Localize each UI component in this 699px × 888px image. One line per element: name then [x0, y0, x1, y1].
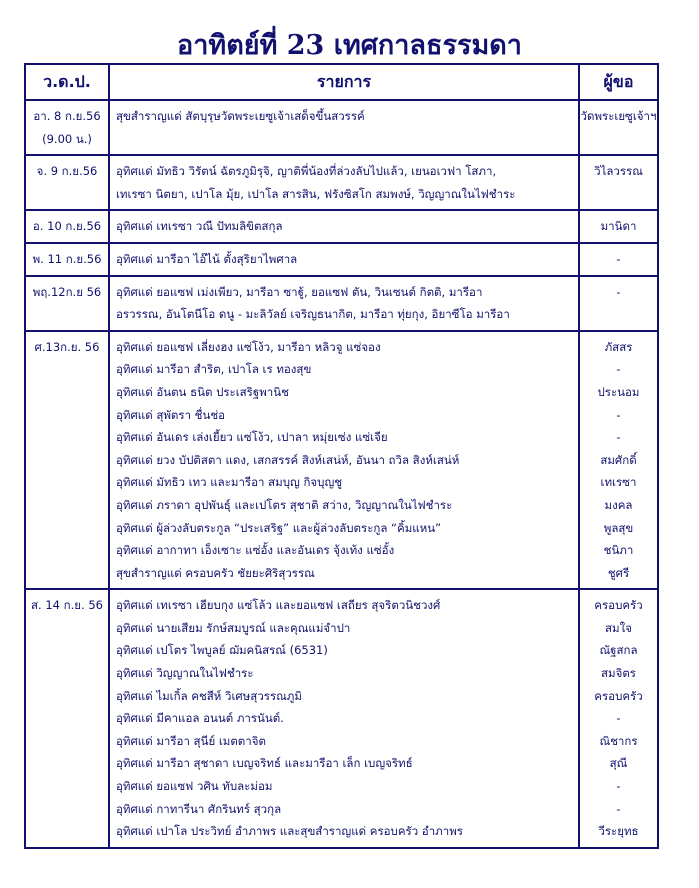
requester-line: สมจิตร	[601, 666, 636, 681]
date-line: อ. 10 ก.ย.56	[32, 219, 102, 234]
item-line: อุทิศแด่ ยวง บัปติสตา แดง, เสกสรรค์ สิงห์เสน่ห์, อันนา ถวิล สิงห์เสน่ห์	[116, 452, 460, 467]
item-line: อุทิศแด่ มารีอา สำริต, เปาโล เร ทองสุข	[116, 362, 312, 377]
items-cell	[109, 210, 579, 243]
table-row	[25, 331, 658, 590]
requester-line: -	[616, 251, 621, 266]
item-line: สุขสำราญแด่ สัตบุรุษวัดพระเยซูเจ้าเสด็จขึ้นสวรรค์	[116, 109, 365, 123]
requester-cell	[579, 100, 658, 155]
header-requester: ผู้ขอ	[579, 64, 658, 100]
requester-line: สุณี	[609, 756, 628, 771]
requester-line: -	[616, 284, 621, 299]
item-line: อุทิศแด่ มัทธิว วิรัตน์ ฉัตรภูมิรุจิ, ญาติพี่น้องที่ล่วงลับไปแล้ว, เยนอเวฟา โสภา,	[116, 164, 497, 179]
item-line: อุทิศแด่ มารีอา ไอ๊ไน้ ตั้งสุริยาไพศาล	[116, 251, 298, 266]
date-line: จ. 9 ก.ย.56	[36, 164, 98, 179]
item-line: อุทิศแด่ เทเรซา เฮียบกุง แซ่โล้ว และยอแซฟ เสถียร สุจริตวนิชวงศ์	[116, 598, 441, 613]
requester-line: ณัฐสกล	[599, 643, 638, 658]
requester-cell	[579, 331, 658, 590]
requester-line: -	[616, 779, 621, 794]
requester-line: ภัสสร	[604, 339, 633, 354]
item-line: อุทิศแด่ เทเรซา วณี ปัทมลิขิตสกุล	[116, 219, 283, 234]
table-row	[25, 243, 658, 276]
requester-line: วิไลวรรณ	[594, 164, 643, 179]
table-row	[25, 100, 658, 155]
requester-line: -	[616, 801, 621, 816]
date-cell	[25, 276, 109, 331]
date-line: ส. 14 ก.ย. 56	[31, 598, 103, 613]
requester-cell	[579, 210, 658, 243]
item-line: อุทิศแด่ มารีอา สุชาดา เบญจริทธ์ และมารีอา เล็ก เบญจริทธ์	[116, 756, 413, 771]
date-line: (9.00 น.)	[42, 131, 92, 146]
requester-line: ชูศรี	[607, 565, 630, 580]
requester-line: ชนิภา	[603, 543, 634, 558]
item-line: อุทิศแด่ นายเสียม รักษ์สมบูรณ์ และคุณแม่จำปา	[116, 620, 351, 635]
items-cell	[109, 155, 579, 210]
table-body	[25, 100, 658, 848]
requester-line: ครอบครัว	[594, 688, 643, 703]
requester-line: มงคล	[604, 497, 633, 512]
items-cell	[109, 589, 579, 848]
page-title: อาทิตย์ที่ 23 เทศกาลธรรมดา	[177, 30, 522, 61]
item-line: เทเรซา นิตยา, เปาโล มุ้ย, เปาโล สารสิน, ฟรังซิสโก สมพงษ์, วิญญาณในไฟชำระ	[116, 186, 516, 201]
requester-line: -	[616, 430, 621, 445]
item-line: อุทิศแด่ สุพัตรา ชื่นช่อ	[116, 407, 226, 422]
date-line: พ. 11 ก.ย.56	[32, 251, 102, 266]
requester-cell	[579, 589, 658, 848]
items-cell	[109, 100, 579, 155]
requester-cell	[579, 155, 658, 210]
date-line: พฤ.12ก.ย 56	[32, 284, 102, 299]
item-line: อุทิศแด่ มารีอา สุนีย์ เมตตาจิต	[116, 733, 266, 748]
item-line: อุทิศแด่ อากาทา เอ็งเซาะ แซ่อั้ง และอันเดร จุ้งเท้ง แซ่อั้ง	[116, 543, 395, 558]
date-line: อา. 8 ก.ย.56	[33, 109, 101, 123]
item-line: อุทิศแด่ ภราดา อุปพันธุ์ และเปโตร สุชาติ สว่าง, วิญญาณในไฟชำระ	[116, 497, 453, 512]
requester-line: ณิชากร	[599, 733, 638, 748]
item-line: อุทิศแด่ อันเดร เล่งเยี้ยว แซ่โง้ว, เปาลา หมุ่ยเซ่ง แซ่เจีย	[116, 430, 388, 445]
item-line: อุทิศแด่ เปโตร ไพบูลย์ ฌัมคนิสรณ์ (6531)	[116, 643, 328, 658]
requester-line: -	[616, 362, 621, 377]
item-line: อุทิศแด่ ผู้ล่วงลับตระกูล “ประเสริฐ” และผู้ล่วงลับตระกูล “คิ้มแหน”	[116, 520, 442, 535]
item-line: อุทิศแด่ ไมเกิ้ล คชสีห์ วิเศษสุวรรณภูมิ	[116, 688, 302, 703]
item-line: อุทิศแด่ เปาโล ประวิทย์ อำภาพร และสุขสำราญแด่ ครอบครัว อำภาพร	[116, 824, 463, 839]
table-header-row	[25, 64, 658, 100]
item-line: อุทิศแด่ มัทธิว เทว และมารีอา สมบุญ กิจบุญชู	[116, 475, 343, 490]
item-line: อุทิศแด่ ยอแซฟ เลี่ยงฮง แซ่โง้ว, มารีอา หลิวจู แซ่จอง	[116, 339, 381, 354]
date-cell	[25, 589, 109, 848]
requester-line: พูลสุข	[603, 520, 634, 535]
date-cell	[25, 210, 109, 243]
requester-cell	[579, 276, 658, 331]
items-cell	[109, 243, 579, 276]
date-cell	[25, 155, 109, 210]
item-line: อรวรรณ, อันโตนีโอ ดนู - มะลิวัลย์ เจริญธนากิต, มารีอา ทุ่ยกุง, อิยาซีโอ มารีอา	[116, 307, 510, 322]
item-line: สุขสำราญแด่ ครอบครัว ชัยยะศิริสุวรรณ	[116, 565, 315, 580]
item-line: อุทิศแด่ มีคาแอล อนนต์ ภารนันต์.	[116, 711, 284, 726]
requester-line: มานิดา	[600, 219, 637, 234]
items-cell	[109, 276, 579, 331]
table-row	[25, 210, 658, 243]
requester-line: สมศักดิ์	[600, 452, 637, 467]
table-row	[25, 155, 658, 210]
date-line: ศ.13ก.ย. 56	[34, 339, 100, 354]
table-row	[25, 589, 658, 848]
mass-intention-table	[24, 63, 659, 849]
requester-line: เทเรซา	[600, 475, 637, 490]
header-date: ว.ด.ป.	[25, 64, 109, 100]
items-cell	[109, 331, 579, 590]
date-cell	[25, 331, 109, 590]
requester-line: วัดพระเยซูเจ้าฯ	[580, 109, 657, 123]
date-cell	[25, 243, 109, 276]
item-line: อุทิศแด่ กาทารีนา ศักรินทร์ สุวกุล	[116, 801, 282, 816]
item-line: อุทิศแด่ ยอแซฟ เม่งเพียว, มารีอา ซาฐู้, ยอแซฟ ตัน, วินเซนต์ กิตติ, มารีอา	[116, 284, 483, 299]
requester-line: -	[616, 711, 621, 726]
requester-line: -	[616, 407, 621, 422]
item-line: อุทิศแด่ อันตน ธนิต ประเสริฐพานิช	[116, 384, 289, 399]
table-row	[25, 276, 658, 331]
date-cell	[25, 100, 109, 155]
requester-cell	[579, 243, 658, 276]
requester-line: ประนอม	[597, 384, 640, 399]
requester-line: ครอบครัว	[594, 598, 643, 613]
requester-line: สมใจ	[605, 620, 632, 635]
header-items: รายการ	[109, 64, 579, 100]
requester-line: วีระยุทธ	[598, 824, 639, 839]
item-line: อุทิศแด่ ยอแซฟ วศิน ทับละม่อม	[116, 779, 273, 794]
item-line: อุทิศแด่ วิญญาณในไฟชำระ	[116, 666, 254, 681]
